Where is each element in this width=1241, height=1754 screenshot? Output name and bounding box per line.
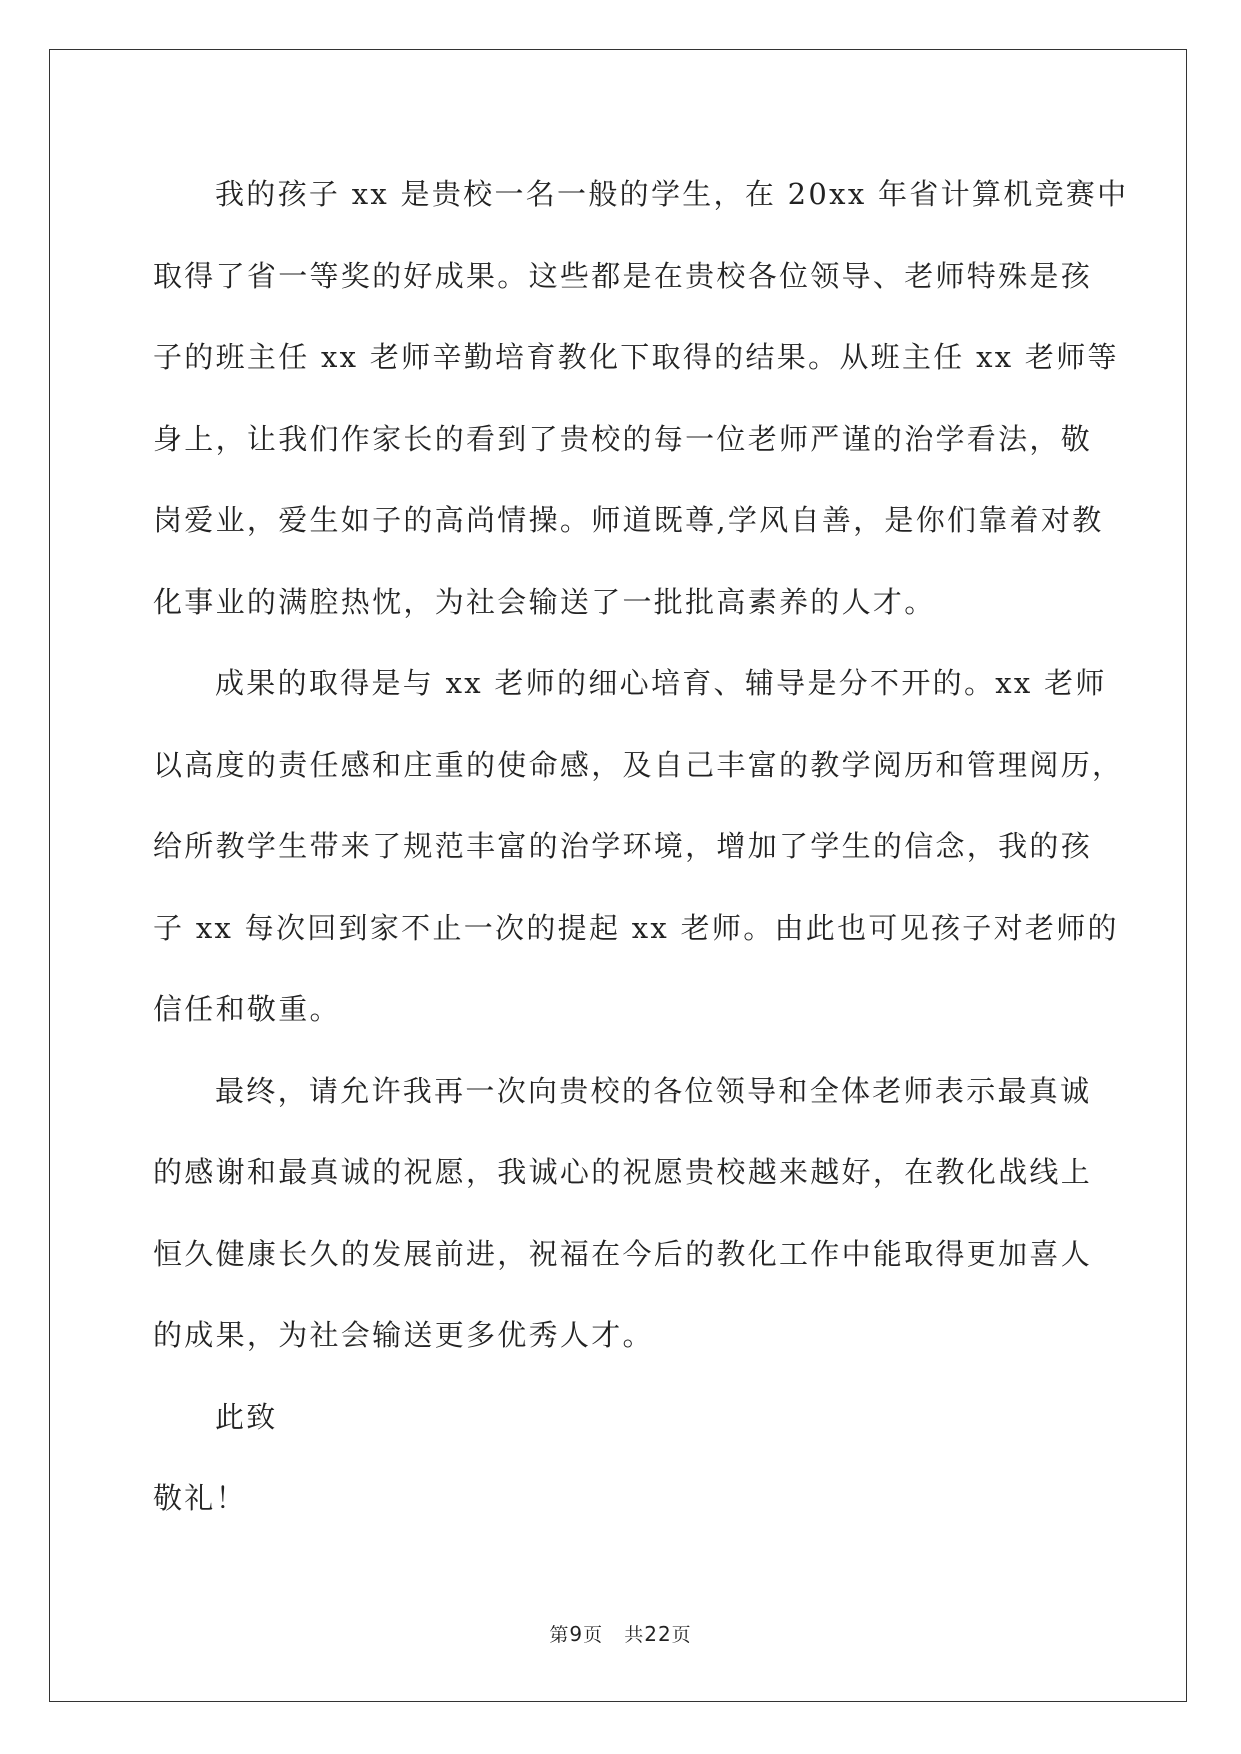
paragraph-line: 给所教学生带来了规范丰富的治学环境，增加了学生的信念，我的孩 <box>153 829 1093 863</box>
paragraph-line: 子 xx 每次回到家不止一次的提起 xx 老师。由此也可见孩子对老师的 <box>153 910 1119 945</box>
page-prefix: 第 <box>549 1624 570 1646</box>
paragraph-line: 我的孩子 xx 是贵校一名一般的学生，在 20xx 年省计算机竞赛中 <box>215 177 1129 211</box>
page-suffix: 页 <box>583 1624 604 1646</box>
letter-body <box>153 163 1129 1549</box>
paragraph-line: 信任和敬重。 <box>153 992 341 1026</box>
paragraph-line: 取得了省一等奖的好成果。这些都是在贵校各位领导、老师特殊是孩 <box>153 258 1093 293</box>
total-pages: 22 <box>644 1622 672 1646</box>
salutation-line: 敬礼！ <box>153 1481 247 1515</box>
paragraph-line: 的成果，为社会输送更多优秀人才。 <box>153 1318 654 1352</box>
closing-line: 此致 <box>215 1399 278 1434</box>
page-number: 9 <box>569 1622 584 1646</box>
paragraph-line: 身上，让我们作家长的看到了贵校的每一位老师严谨的治学看法，敬 <box>153 421 1093 456</box>
total-prefix: 共 <box>624 1624 645 1646</box>
page-footer <box>0 1620 1241 1647</box>
paragraph-line: 化事业的满腔热忱，为社会输送了一批批高素养的人才。 <box>153 584 936 619</box>
paragraph-line: 的感谢和最真诚的祝愿，我诚心的祝愿贵校越来越好，在教化战线上 <box>153 1155 1093 1189</box>
total-suffix: 页 <box>671 1624 692 1646</box>
paragraph-line: 恒久健康长久的发展前进，祝福在今后的教化工作中能取得更加喜人 <box>153 1236 1093 1271</box>
paragraph-line: 以高度的责任感和庄重的使命感，及自己丰富的教学阅历和管理阅历， <box>153 747 1124 782</box>
paragraph-line: 子的班主任 xx 老师辛勤培育教化下取得的结果。从班主任 xx 老师等 <box>153 340 1119 374</box>
paragraph-line: 成果的取得是与 xx 老师的细心培育、辅导是分不开的。xx 老师 <box>215 666 1107 700</box>
paragraph-line: 最终，请允许我再一次向贵校的各位领导和全体老师表示最真诚 <box>215 1073 1092 1108</box>
paragraph-line: 岗爱业，爱生如子的高尚情操。师道既尊,学风自善，是你们靠着对教 <box>153 503 1104 537</box>
